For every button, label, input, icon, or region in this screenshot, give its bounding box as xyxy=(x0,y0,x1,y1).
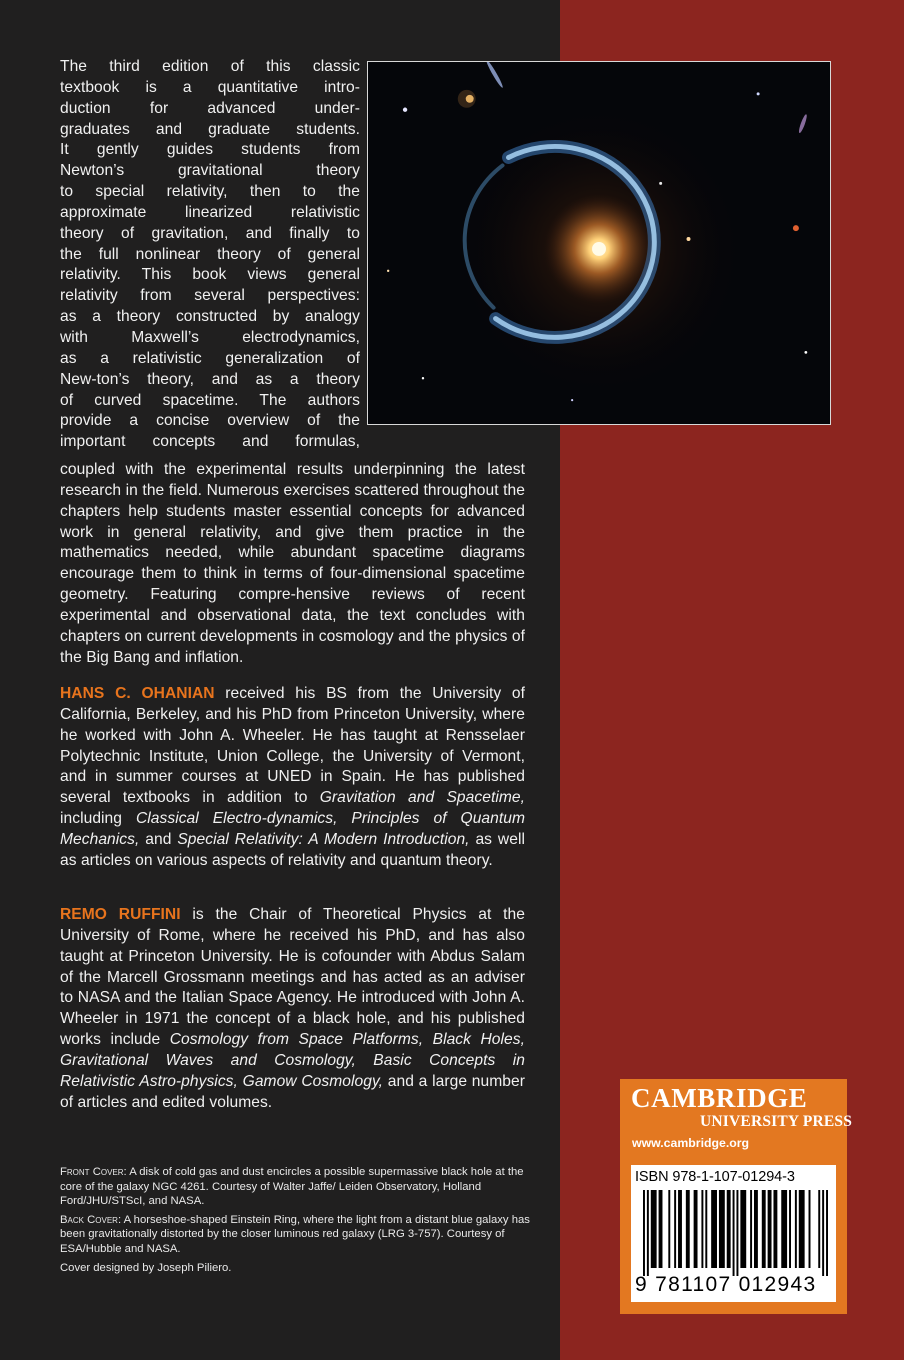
front-cover-credit xyxy=(60,1165,530,1209)
einstein-ring-image xyxy=(368,62,830,424)
author-bio-ruffini xyxy=(60,905,525,1113)
publisher-block xyxy=(620,1079,853,1314)
bio-text: and xyxy=(139,830,178,848)
bio-text: including xyxy=(60,810,136,828)
book-title: Gravitation and Spacetime, xyxy=(319,789,525,807)
barcode-bar xyxy=(705,1190,707,1268)
isbn-label: ISBN 978-1-107-01294-3 xyxy=(635,1169,795,1185)
description-bottom-text: coupled with the experimental results underpinning the latest research in the field. Numerous exercises scattered throughout the chapters help students master essential concepts for advanced work in general relativity, and give them practice in the mathematics needed, while abundant spacetime diagrams encourage them to think in terms of four-dimensional spacetime geometry. Featuring compre-hensive reviews of recent experimental and observational data, the text concludes with chapters on current developments in cosmology and the physics of the Big Bang and inflation. xyxy=(60,461,525,666)
publisher-name-text: CAMBRIDGE xyxy=(631,1083,808,1113)
bio-text: received his BS from the University of California, Berkeley, and his PhD from Princeton University, where he worked with John A. Wheeler. He has taught at Rensselaer Polytechnic Institute, Union College, the University of Vermont, and in summer courses at UNED in Spain. He has published several textbooks in addition to xyxy=(60,685,525,807)
barcode-bar xyxy=(719,1190,725,1268)
publisher-name xyxy=(631,1083,841,1113)
description-line: relativity. This book views general xyxy=(60,266,360,284)
barcode-bar xyxy=(701,1190,703,1268)
barcode-bar xyxy=(711,1190,717,1268)
barcode-bars xyxy=(643,1190,828,1276)
designer-credit: Cover designed by Joseph Piliero. xyxy=(60,1261,232,1274)
credit-label: Back Cover: xyxy=(60,1213,122,1226)
isbn-barcode xyxy=(631,1165,836,1302)
description-line: The third edition of this classic xyxy=(60,58,360,75)
description-line: It gently guides students from xyxy=(60,141,360,159)
description-line: the full nonlinear theory of general xyxy=(60,245,360,263)
barcode-bar xyxy=(643,1190,645,1276)
credit-text: A disk of cold gas and dust encircles a possible supermassive black hole at the core of the galaxy NGC 4261. Courtesy of Walter Jaffe/ Leiden Observatory, Holland Ford/JHU/STScI, and NASA. xyxy=(60,1166,524,1208)
barcode-bar xyxy=(781,1190,787,1268)
description-line: important concepts and formulas, xyxy=(60,433,360,451)
barcode-bar xyxy=(818,1190,820,1268)
description-line: of curved spacetime. The authors xyxy=(60,391,360,409)
barcode-bar xyxy=(795,1190,797,1268)
barcode-bar xyxy=(674,1190,676,1268)
barcode-bar xyxy=(826,1190,828,1276)
barcode-bar xyxy=(659,1190,663,1268)
back-cover-credit xyxy=(60,1213,530,1257)
description-line: to special relativity, then to the xyxy=(60,183,360,201)
barcode-bar xyxy=(762,1190,766,1268)
barcode-bar xyxy=(727,1190,731,1268)
credit-text: A horseshoe-shaped Einstein Ring, where the light from a distant blue galaxy has been gravitationally distorted by the closer luminous red galaxy (LRG 3-757). Courtesy of ESA/Hubble and NASA. xyxy=(60,1213,530,1255)
description-line: theory of gravitation, and finally to xyxy=(60,224,360,242)
einstein-ring-photo xyxy=(367,61,831,425)
bio-text: is the Chair of Theoretical Physics at the University of Rome, where he received his PhD, and has also taught at Princeton University. He is cofounder with Abdus Salam of the Marcell Grossmann meetings and has acted as an adviser to NASA and the Italian Space Agency. He introduced with John A. Wheeler in 1971 the concept of a black hole, and his published works include xyxy=(60,906,526,1049)
barcode-bar xyxy=(668,1190,670,1268)
barcode-bar xyxy=(754,1190,758,1268)
description-line: New-ton’s theory, and as a theory xyxy=(60,370,360,388)
description-line: graduates and graduate students. xyxy=(60,120,360,138)
bio-text: as well as articles on various aspects of relativity and quantum theory. xyxy=(60,830,525,869)
publisher-subtitle: UNIVERSITY PRESS xyxy=(700,1113,853,1130)
description-line: Newton’s gravitational theory xyxy=(60,162,360,180)
barcode-bar xyxy=(694,1190,698,1268)
description-line: duction for advanced under- xyxy=(60,99,360,117)
description-line: provide a concise overview of the xyxy=(60,412,360,430)
description-line: with Maxwell’s electrodynamics, xyxy=(60,328,360,346)
book-titles: Cosmology from Space Platforms, Black Holes, Gravitational Waves and Cosmology, Basic Concepts in Relativistic Astro-physics, Gamow Cosmology, xyxy=(60,1031,525,1090)
barcode-bar xyxy=(809,1190,811,1268)
description-top xyxy=(60,57,360,453)
bio-text: and a large number of articles and edited volumes. xyxy=(60,1072,525,1111)
barcode-bar xyxy=(686,1190,690,1268)
barcode-bar xyxy=(736,1190,738,1276)
barcode-bar xyxy=(768,1190,772,1268)
credit-label: Front Cover: xyxy=(60,1166,127,1178)
book-title: Special Relativity: A Modern Introduction, xyxy=(177,830,470,848)
barcode-bar xyxy=(733,1190,735,1276)
description-line: relativity from several perspectives: xyxy=(60,287,360,305)
publisher-url: www.cambridge.org xyxy=(632,1136,750,1150)
barcode-bar xyxy=(789,1190,791,1268)
book-title: Classical Electro-dynamics, Principles of Quantum Mechanics, xyxy=(60,810,525,848)
barcode-bar xyxy=(647,1190,649,1276)
barcode-bar xyxy=(740,1190,746,1268)
barcode-bar xyxy=(678,1190,682,1268)
barcode-bar xyxy=(773,1190,777,1268)
barcode-bar xyxy=(799,1190,805,1268)
author-name-ruffini: REMO RUFFINI xyxy=(60,906,181,923)
description-line: as a relativistic generalization of xyxy=(60,349,360,367)
description-bottom xyxy=(60,460,525,668)
barcode-bar xyxy=(822,1190,824,1276)
barcode-bar xyxy=(651,1190,657,1268)
cover-credits xyxy=(60,1165,530,1279)
description-line: approximate linearized relativistic xyxy=(60,203,360,221)
barcode-bar xyxy=(750,1190,752,1268)
author-bio-ohanian xyxy=(60,684,525,872)
barcode-number: 9 781107 012943 xyxy=(635,1273,817,1296)
description-line: as a theory constructed by analogy xyxy=(60,308,360,326)
description-line: textbook is a quantitative intro- xyxy=(60,78,360,96)
author-name-ohanian: HANS C. OHANIAN xyxy=(60,685,215,702)
